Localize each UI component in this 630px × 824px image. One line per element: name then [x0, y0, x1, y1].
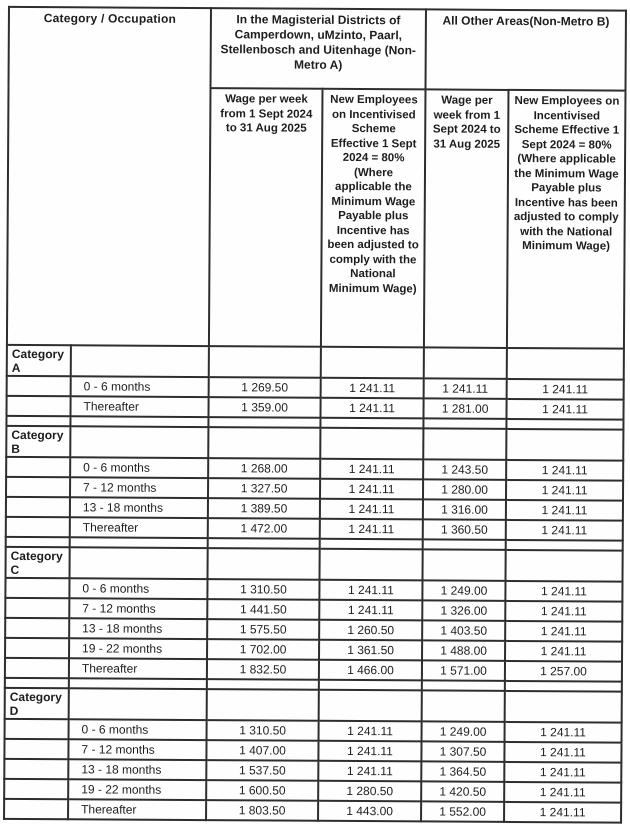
category-label: Category D — [5, 688, 69, 719]
period-label: 0 - 6 months — [69, 578, 207, 599]
wage-value: 1 241.11 — [505, 621, 622, 642]
wage-value: 1 241.11 — [318, 741, 421, 762]
col-header-incentive-non-metro-a: New Employees on Incentivised Scheme Effective 1 Sept 2024 = 80% (Where applicable the Minimum Wage Payable plus Incentive has been adjusted to comply with the National Minimum Wage) — [321, 89, 426, 348]
row-stub-cell — [5, 658, 69, 678]
wage-value: 1 241.11 — [507, 399, 624, 420]
wage-value: 1 466.00 — [319, 660, 422, 681]
wage-value: 1 241.11 — [506, 480, 623, 501]
wage-value: 1 803.50 — [206, 800, 318, 821]
row-stub-cell — [5, 578, 69, 598]
row-stub-cell — [4, 779, 68, 799]
category-empty-cell — [422, 690, 505, 722]
wage-value: 1 241.11 — [504, 782, 621, 803]
period-label: 7 - 12 months — [69, 598, 207, 619]
wage-value: 1 488.00 — [422, 640, 505, 661]
category-empty-cell — [208, 427, 320, 459]
spacer-cell — [506, 540, 623, 551]
spacer-cell — [423, 539, 506, 550]
wage-value: 1 571.00 — [422, 660, 505, 681]
category-occupation-header: Category / Occupation — [7, 7, 211, 346]
period-label: Thereafter — [69, 658, 207, 679]
row-stub-cell — [6, 396, 70, 416]
wage-value: 1 257.00 — [505, 661, 622, 682]
category-empty-cell — [506, 550, 623, 582]
category-header-row — [6, 426, 623, 461]
spacer-cell — [6, 537, 70, 547]
spacer-cell — [423, 418, 506, 429]
col-header-incentive-non-metro-b: New Employees on Incentivised Scheme Effective 1 Sept 2024 = 80% (Where applicable the Minimum Wage Payable plus Incentive has been adjusted to comply with the National Minimum Wage) — [507, 90, 626, 349]
wage-value: 1 241.11 — [504, 742, 621, 763]
header-row-groups — [9, 7, 627, 91]
wage-value: 1 307.50 — [421, 741, 504, 762]
spacer-cell — [320, 418, 423, 429]
wage-value: 1 241.11 — [321, 398, 424, 419]
wage-value: 1 310.50 — [207, 720, 319, 741]
wage-value: 1 241.11 — [504, 802, 621, 823]
category-occupation-empty-cell — [70, 426, 208, 458]
period-label: 0 - 6 months — [71, 376, 209, 397]
wage-value: 1 241.11 — [320, 499, 423, 520]
wage-value: 1 241.11 — [505, 641, 622, 662]
spacer-cell — [6, 416, 70, 426]
wage-value: 1 420.50 — [421, 781, 504, 802]
wage-value: 1 472.00 — [208, 518, 320, 539]
wage-value: 1 241.11 — [504, 762, 621, 783]
wage-value: 1 575.50 — [207, 619, 319, 640]
wage-row — [4, 799, 621, 823]
spacer-cell — [208, 417, 320, 428]
row-stub-cell — [5, 719, 69, 739]
period-label: 19 - 22 months — [68, 779, 206, 800]
period-label: 7 - 12 months — [68, 739, 206, 760]
wage-value: 1 327.50 — [208, 478, 320, 499]
row-stub-cell — [7, 376, 71, 396]
wage-value: 1 241.11 — [507, 379, 624, 400]
wage-value: 1 241.11 — [506, 520, 623, 541]
category-empty-cell — [320, 549, 423, 581]
spacer-cell — [422, 680, 505, 691]
spacer-cell — [5, 678, 69, 688]
wage-value: 1 241.11 — [505, 581, 622, 602]
period-label: 13 - 18 months — [69, 618, 207, 639]
wage-value: 1 241.11 — [320, 519, 423, 540]
wage-value: 1 537.50 — [206, 760, 318, 781]
row-stub-cell — [5, 638, 69, 658]
category-label: Category C — [6, 547, 70, 578]
wage-value: 1 241.11 — [318, 761, 421, 782]
category-empty-cell — [321, 347, 424, 379]
row-stub-cell — [6, 517, 70, 537]
wage-value: 1 326.00 — [422, 600, 505, 621]
wage-value: 1 241.11 — [505, 601, 622, 622]
period-label: 0 - 6 months — [70, 457, 208, 478]
wage-value: 1 241.11 — [506, 460, 623, 481]
wage-value: 1 310.50 — [207, 579, 319, 600]
category-empty-cell — [506, 429, 623, 461]
period-label: Thereafter — [70, 396, 208, 417]
category-empty-cell — [209, 346, 321, 378]
wage-value: 1 241.11 — [321, 378, 424, 399]
spacer-cell — [320, 539, 423, 550]
category-occupation-empty-cell — [71, 345, 209, 377]
period-label: 13 - 18 months — [68, 759, 206, 780]
wage-value: 1 443.00 — [318, 801, 421, 822]
wage-value: 1 702.00 — [207, 639, 319, 660]
wage-value: 1 280.00 — [423, 479, 506, 500]
wage-value: 1 241.11 — [424, 378, 507, 399]
wage-value: 1 600.50 — [206, 780, 318, 801]
category-empty-cell — [423, 549, 506, 581]
category-label: Category B — [6, 426, 70, 457]
category-header-row — [7, 345, 624, 380]
col-header-wage-non-metro-b: Wage per week from 1 Sept 2024 to 31 Aug 2025 — [424, 89, 509, 348]
row-stub-cell — [5, 618, 69, 638]
wage-value: 1 243.50 — [423, 459, 506, 480]
wage-value: 1 241.11 — [319, 721, 422, 742]
category-empty-cell — [208, 548, 320, 580]
category-empty-cell — [423, 428, 506, 460]
group-header-non-metro-b: All Other Areas(Non-Metro B) — [426, 9, 626, 90]
wage-value: 1 241.11 — [505, 722, 622, 743]
wage-value: 1 249.00 — [422, 580, 505, 601]
wage-value: 1 269.50 — [209, 377, 321, 398]
wage-value: 1 389.50 — [208, 498, 320, 519]
wage-value: 1 359.00 — [209, 397, 321, 418]
spacer-cell — [506, 419, 623, 430]
period-label: 0 - 6 months — [69, 719, 207, 740]
period-label: Thereafter — [70, 517, 208, 538]
wage-value: 1 249.00 — [422, 721, 505, 742]
wage-value: 1 241.11 — [320, 459, 423, 480]
wage-value: 1 241.11 — [319, 600, 422, 621]
period-label: 13 - 18 months — [70, 497, 208, 518]
category-occupation-empty-cell — [70, 547, 208, 579]
spacer-cell — [319, 680, 422, 691]
scanned-page — [3, 6, 627, 824]
wage-value: 1 360.50 — [423, 519, 506, 540]
row-stub-cell — [4, 799, 68, 819]
period-label: 7 - 12 months — [70, 477, 208, 498]
wage-value: 1 361.50 — [319, 640, 422, 661]
wage-value: 1 241.11 — [506, 500, 623, 521]
wage-value: 1 552.00 — [421, 801, 504, 822]
wage-value: 1 268.00 — [208, 458, 320, 479]
category-header-row — [6, 547, 623, 582]
category-empty-cell — [207, 689, 319, 721]
spacer-cell — [207, 679, 319, 690]
category-empty-cell — [424, 347, 507, 379]
wage-value: 1 403.50 — [422, 620, 505, 641]
category-empty-cell — [505, 691, 622, 723]
row-stub-cell — [4, 739, 68, 759]
spacer-cell — [505, 681, 622, 692]
category-header-row — [5, 688, 622, 723]
wage-value: 1 832.50 — [207, 659, 319, 680]
category-empty-cell — [507, 348, 624, 380]
wage-value: 1 316.00 — [423, 499, 506, 520]
wage-table-body — [4, 7, 626, 823]
category-occupation-empty-cell — [69, 688, 207, 720]
col-header-wage-non-metro-a: Wage per week from 1 Sept 2024 to 31 Aug 2025 — [209, 88, 323, 347]
wage-value: 1 260.50 — [319, 620, 422, 641]
category-empty-cell — [320, 428, 423, 460]
category-empty-cell — [319, 690, 422, 722]
wage-value: 1 241.11 — [319, 580, 422, 601]
row-stub-cell — [5, 598, 69, 618]
row-stub-cell — [6, 477, 70, 497]
period-label: Thereafter — [68, 799, 206, 820]
group-header-non-metro-a: In the Magisterial Districts of Camperdown, uMzinto, Paarl, Stellenbosch and Uitenhage (Non- Metro A) — [211, 8, 427, 89]
wage-value: 1 281.00 — [424, 398, 507, 419]
wage-value: 1 441.50 — [207, 599, 319, 620]
row-stub-cell — [6, 497, 70, 517]
wage-value: 1 241.11 — [320, 479, 423, 500]
wage-value: 1 364.50 — [421, 761, 504, 782]
spacer-cell — [208, 538, 320, 549]
row-stub-cell — [4, 759, 68, 779]
wage-table — [3, 6, 627, 824]
wage-value: 1 280.50 — [318, 781, 421, 802]
category-label: Category A — [7, 345, 71, 376]
row-stub-cell — [6, 457, 70, 477]
wage-value: 1 407.00 — [206, 740, 318, 761]
period-label: 19 - 22 months — [69, 638, 207, 659]
